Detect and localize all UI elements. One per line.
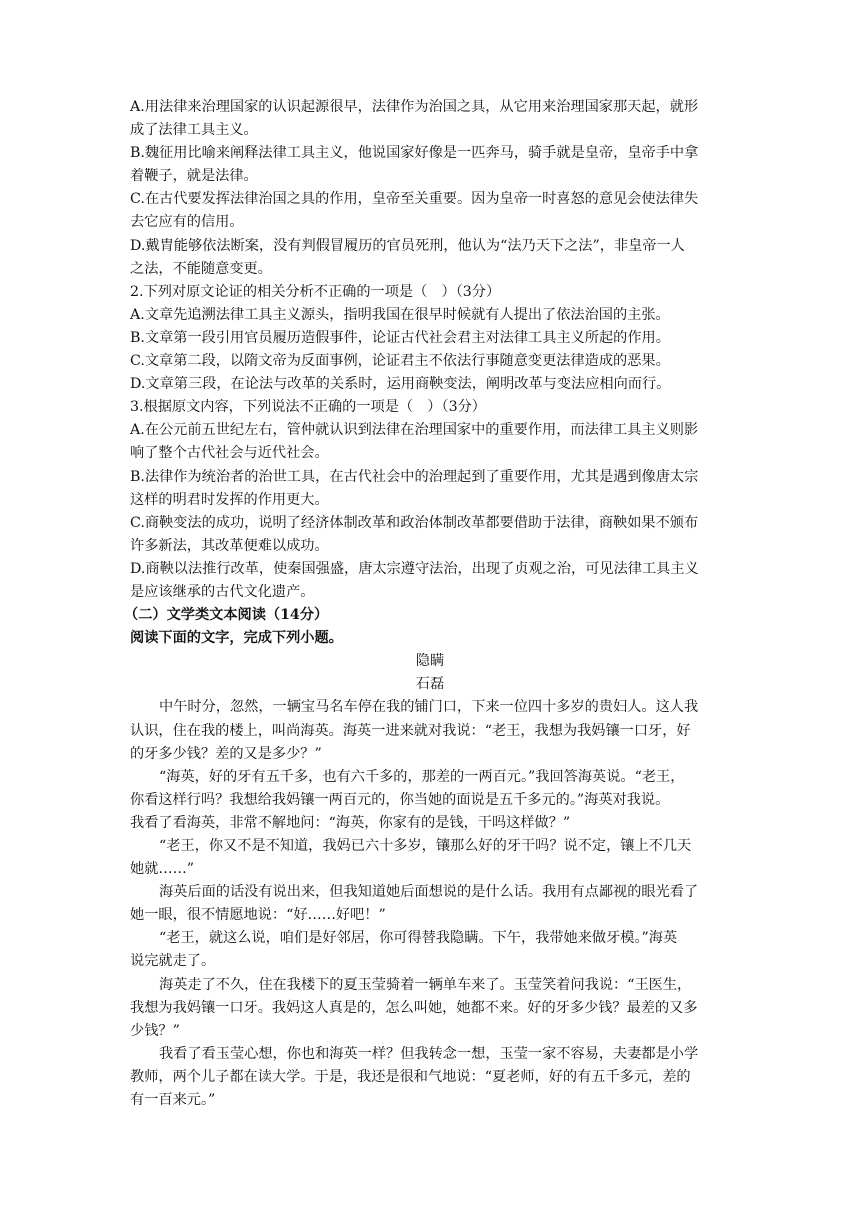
question-2-stem: 2.下列对原文论证的相关分析不正确的一项是（ ）（3分） (130, 283, 501, 300)
story-paragraph-line: 你看这样行吗？我想给我妈镶一两百元的，你当她的面说是五千多元的。”海英对我说。 (130, 791, 670, 808)
story-paragraph-line: “海英，好的牙有五千多，也有六千多的，那差的一两百元。”我回答海英说。“老王， (159, 768, 685, 785)
story-paragraph-line: “老王，就这么说，咱们是好邻居，你可得替我隐瞒。下午，我带她来做牙模。”海英 (159, 930, 678, 947)
story-paragraph (130, 974, 730, 1043)
option-c-line-1: C.在古代要发挥法律治国之具的作用，皇帝至关重要。因为皇帝一时喜怒的意见会使法律失 (130, 191, 699, 208)
question-3-stem: 3.根据原文内容，下列说法不正确的一项是（ ）（3分） (130, 399, 486, 416)
question-3-option-c-line-1: C.商鞅变法的成功，说明了经济体制改革和政治体制改革都要借助于法律，商鞅如果不颁布 (130, 514, 699, 531)
document-page (124, 96, 730, 1112)
story-paragraph-line: 有一百来元。” (130, 1092, 216, 1109)
option-b-line-1: B.魏征用比喻来阐释法律工具主义，他说国家好像是一匹奔马，骑手就是皇帝，皇帝手中拿 (130, 145, 699, 162)
option-a-line-2: 成了法律工具主义。 (130, 122, 258, 139)
story-paragraph-line: “老王，你又不是不知道，我妈已六十多岁，镶那么好的牙干吗？说不定，镶上不几天 (159, 838, 692, 854)
question-3-option-a-line-1: A.在公元前五世纪左右，管仲就认识到法律在治理国家中的重要作用，而法律工具主义则影 (130, 422, 699, 439)
question-3-option-b-line-2: 这样的明君时发挥的作用更大。 (130, 491, 329, 508)
story-paragraph-line: 教师，两个儿子都在读大学。于是，我还是很和气地说：“夏老师，好的有五千多元，差的 (130, 1068, 691, 1085)
reading-instruction: 阅读下面的文字，完成下列小题。 (130, 630, 343, 647)
story-paragraph-line: 我看了看海英，非常不解地问：“海英，你家有的是钱，干吗这样做？” (130, 814, 571, 831)
story-paragraph (130, 927, 730, 973)
story-title: 隐瞒 (415, 653, 445, 670)
question-3-option-d-line-1: D.商鞅以法推行改革，使秦国强盛，唐太宗遵守法治，出现了贞观之治，可见法律工具主义 (130, 560, 699, 577)
story-author: 石磊 (415, 676, 445, 693)
question-2-option-b: B.文章第一段引用官员履历造假事件，论证古代社会君主对法律工具主义所起的作用。 (130, 329, 670, 346)
question-2 (130, 281, 730, 396)
question-2-option-a: A.文章先追溯法律工具主义源头，指明我国在很早时候就有人提出了依法治国的主张。 (130, 306, 670, 323)
story-paragraph-line: 少钱？” (130, 1022, 180, 1039)
story-paragraph-line: 我看了看玉莹心想，你也和海英一样？但我转念一想，玉莹一家不容易，夫妻都是小学 (159, 1045, 699, 1062)
story-paragraph-line: 的牙多少钱？差的又是多少？” (130, 745, 322, 762)
story-paragraph-line: 认识，住在我的楼上，叫尚海英。海英一进来就对我说：“老王，我想为我妈镶一口牙，好 (130, 722, 691, 739)
question-3 (130, 396, 730, 604)
question-3-option-b-line-1: B.法律作为统治者的治世工具，在古代社会中的治理起到了重要作用，尤其是遇到像唐太宗 (130, 468, 699, 485)
story-paragraph-line: 我想为我妈镶一口牙。我妈这人真是的，怎么叫她，她都不来。好的牙多少钱？最差的又多 (130, 999, 698, 1016)
option-d-line-2: 之法，不能随意变更。 (130, 260, 272, 277)
option-d-line-1: D.戴胄能够依法断案，没有判假冒履历的官员死刑，他认为“法乃天下之法”，非皇帝一人 (130, 237, 685, 254)
story-body (130, 696, 730, 1112)
question-3-option-d-line-2: 是应该继承的古代文化遗产。 (130, 583, 315, 600)
story-paragraph (130, 835, 730, 881)
story-paragraph (130, 881, 730, 927)
question-3-option-c-line-2: 许多新法，其改革便难以成功。 (130, 537, 329, 554)
question-2-option-c: C.文章第二段，以隋文帝为反面事例，论证君主不依法行事随意变更法律造成的恶果。 (130, 353, 670, 370)
story-paragraph-line: 说完就走了。 (130, 953, 216, 970)
story-paragraph-line: 海英走了不久，住在我楼下的夏玉莹骑着一辆单车来了。玉莹笑着问我说：“王医生， (159, 976, 692, 993)
story-paragraph-line: 海英后面的话没有说出来，但我知道她后面想说的是什么话。我用有点鄙视的眼光看了 (159, 884, 699, 901)
story-paragraph (130, 696, 730, 765)
question-2-option-d: D.文章第三段，在论法与改革的关系时，运用商鞅变法，阐明改革与变法应相向而行。 (130, 376, 671, 393)
option-b-line-2: 着鞭子，就是法律。 (130, 168, 258, 185)
story-paragraph-line: 中午时分，忽然，一辆宝马名车停在我的铺门口，下来一位四十多岁的贵妇人。这人我 (159, 699, 699, 716)
section-heading: （二）文学类文本阅读（14分） (124, 607, 329, 624)
option-a-line-1: A.用法律来治理国家的认识起源很早，法律作为治国之具，从它用来治理国家那天起，就形 (130, 99, 699, 115)
story-paragraph (130, 766, 730, 835)
story-paragraph (130, 1043, 730, 1112)
question-3-option-a-line-2: 响了整个古代社会与近代社会。 (130, 445, 329, 462)
question-1-options (130, 96, 730, 281)
option-c-line-2: 去它应有的信用。 (130, 214, 244, 231)
story-paragraph-line: 她一眼，很不情愿地说：“好……好吧！” (130, 907, 386, 924)
story-paragraph-line: 她就……” (130, 861, 195, 878)
